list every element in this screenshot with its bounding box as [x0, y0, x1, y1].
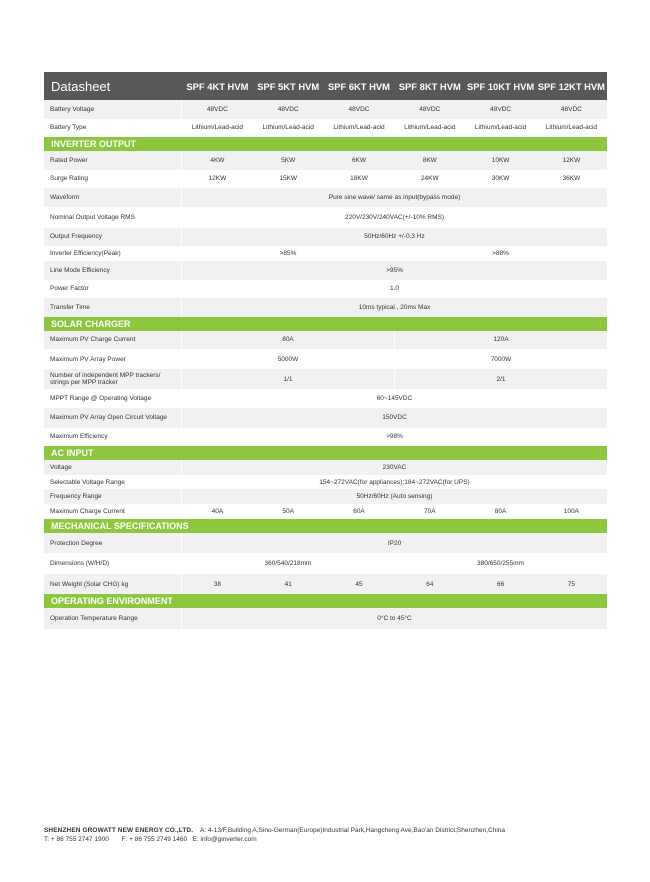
row-label: Surge Rating	[44, 170, 182, 189]
cell: 7000W	[490, 355, 512, 363]
table-row	[44, 389, 607, 408]
table-row	[44, 349, 607, 369]
cell: 100A	[563, 508, 579, 515]
cell: 48VDC	[277, 105, 299, 113]
row-label: Nominal Output Voltage RMS	[44, 207, 182, 228]
cell: 50A	[282, 508, 294, 515]
row-label-line: strings per MPP tracker	[50, 379, 118, 386]
row-label: Maximum Efficiency	[44, 428, 182, 447]
row-label: MPPT Range @ Operating Voltage	[44, 389, 182, 408]
table-row	[44, 207, 607, 228]
table-row	[44, 170, 607, 189]
cell: 5KW	[281, 156, 296, 164]
cell: 50Hz/60Hz (Auto sensing)	[356, 493, 433, 500]
cell: 50Hz/60Hz +/-0.3 Hz	[364, 233, 425, 241]
row-label: Frequency Range	[44, 489, 182, 504]
table-row	[44, 261, 607, 280]
cell: IP20	[387, 539, 402, 547]
cell: 154~272VAC(for appliances);184~272VAC(for UPS)	[319, 478, 470, 486]
table-row	[44, 280, 607, 299]
cell: 48VDC	[490, 105, 512, 113]
row-label: Maximum Charge Current	[44, 504, 182, 519]
table-row	[44, 460, 607, 475]
row-label: Waveform	[44, 188, 182, 207]
cell: >95%	[386, 266, 403, 274]
cell: 30KW	[491, 175, 510, 183]
cell: 8KW	[422, 156, 437, 164]
row-label: Protection Degree	[44, 533, 182, 553]
cell: 24KW	[420, 175, 439, 183]
model-header: SPF 10KT HVM	[466, 80, 535, 92]
table-row	[44, 298, 607, 317]
cell: 2/1	[496, 375, 506, 383]
table-row	[44, 100, 607, 119]
cell: 80A	[494, 508, 507, 515]
cell: 10KW	[491, 156, 510, 164]
cell: 60~145VDC	[376, 394, 413, 402]
row-label: Net Weight (Solar CHG) kg	[44, 574, 182, 594]
section-mechanical: MECHANICAL SPECIFICATIONS	[44, 519, 607, 533]
cell: 36KW	[562, 175, 581, 183]
table-row	[44, 119, 607, 138]
section-inverter-output: INVERTER OUTPUT	[44, 137, 607, 151]
cell: 0°C to 45°C	[377, 615, 412, 622]
cell: 60A	[353, 508, 365, 515]
cell: 1.0	[389, 285, 400, 293]
cell: Lithium/Lead-acid	[404, 124, 456, 132]
cell: 360/540/218mm	[264, 560, 312, 567]
table-header	[44, 72, 607, 100]
footer-line-2	[44, 835, 505, 844]
model-header: SPF 5KT HVM	[257, 80, 320, 92]
table-row	[44, 428, 607, 447]
section-operating-environment: OPERATING ENVIRONMENT	[44, 594, 607, 608]
cell: 6KW	[351, 156, 367, 164]
company-address: A: 4-13/F,Building A,Sino-German(Europe)Industrial Park,Hangcheng Ave,Bao'an District,Shenzhen,China	[200, 827, 506, 834]
table-row	[44, 331, 607, 350]
table-row	[44, 475, 607, 489]
cell: 41	[284, 580, 292, 588]
company-tel: T: + 86 755 2747 1900	[44, 836, 109, 843]
row-label: Maximum PV Charge Current	[44, 331, 182, 350]
cell: 120A	[493, 336, 509, 344]
cell: Lithium/Lead-acid	[262, 124, 314, 132]
datasheet-table	[44, 72, 607, 629]
cell: 64	[426, 580, 434, 588]
cell: 18KW	[350, 175, 368, 183]
company-name: SHENZHEN GROWATT NEW ENERGY CO.,LTD.	[44, 827, 194, 834]
row-label-line: Number of independent MPP trackers/	[50, 372, 161, 379]
company-email: E: info@ginverter.com	[192, 836, 257, 843]
row-label	[44, 369, 182, 389]
cell: 40A	[211, 508, 224, 515]
section-ac-input: AC INPUT	[44, 446, 607, 460]
cell: 45	[355, 580, 363, 588]
cell: 150VDC	[382, 414, 407, 421]
row-label: Selectable Voltage Range	[44, 475, 182, 489]
table-row	[44, 489, 607, 504]
cell: 70A	[424, 508, 436, 515]
row-label: Transfer Time	[44, 298, 182, 317]
row-label: Line Mode Efficiency	[44, 261, 182, 280]
datasheet-title: Datasheet	[51, 78, 111, 94]
cell: Lithium/Lead-acid	[474, 124, 527, 132]
cell: 48VDC	[419, 105, 441, 113]
footer-line-1	[44, 826, 505, 835]
model-header: SPF 4KT HVM	[186, 80, 249, 92]
cell: 75	[567, 580, 575, 588]
cell: 38	[213, 580, 222, 588]
model-header: SPF 8KT HVM	[398, 80, 461, 92]
row-label: Battery Voltage	[44, 100, 182, 119]
table-row	[44, 151, 607, 170]
row-label: Maximum PV Array Power	[44, 349, 182, 369]
table-row	[44, 574, 607, 594]
cell: 66	[496, 580, 505, 588]
cell: 15KW	[279, 175, 298, 183]
row-label: Power Factor	[44, 280, 182, 299]
cell: 48VDC	[206, 105, 228, 113]
cell: Lithium/Lead-acid	[191, 124, 244, 132]
row-label: Dimensions (W/H/D)	[44, 553, 182, 574]
cell: 10ms typical , 20ms Max	[358, 303, 431, 311]
table-row	[44, 504, 607, 519]
cell: Pure sine wave/ same as input(bypass mode)	[328, 193, 461, 201]
footer	[44, 826, 505, 844]
cell: 230VAC	[382, 464, 407, 471]
cell: 5000W	[277, 355, 299, 363]
cell: 80A	[282, 336, 294, 344]
cell: 4KW	[210, 156, 225, 164]
table-row	[44, 553, 607, 574]
cell: >85%	[279, 250, 297, 257]
table-row	[44, 228, 607, 247]
cell: >88%	[492, 250, 509, 257]
company-fax: F: + 86 755 2749 1460	[121, 836, 188, 843]
table-row	[44, 408, 607, 428]
row-label: Battery Type	[44, 119, 182, 138]
cell: >98%	[386, 433, 403, 441]
cell: 220V/230V/240VAC(+/-10% RMS)	[344, 213, 445, 221]
model-header: SPF 12KT HVM	[537, 80, 605, 92]
cell: 1/1	[283, 375, 293, 383]
row-label: Inverter Efficiency(Peak)	[44, 246, 182, 261]
table-row	[44, 246, 607, 261]
cell: 380/650/255mm	[477, 560, 524, 567]
table-row	[44, 188, 607, 207]
cell: 48VDC	[348, 105, 370, 113]
cell: Lithium/Lead-acid	[333, 124, 385, 132]
section-solar-charger: SOLAR CHARGER	[44, 317, 607, 331]
row-label: Operation Temperature Range	[44, 608, 182, 629]
table-row	[44, 533, 607, 553]
table-row	[44, 608, 607, 629]
table-row	[44, 369, 607, 389]
cell: Lithium/Lead-acid	[545, 124, 598, 132]
model-header: SPF 6KT HVM	[327, 80, 390, 92]
row-label: Rated Power	[44, 151, 182, 170]
cell: 12KW	[562, 156, 581, 164]
cell: 12KW	[208, 175, 227, 183]
row-label: Maximum PV Array Open Circuit Voltage	[44, 408, 182, 428]
row-label: Output Frequency	[44, 228, 182, 247]
cell: 48VDC	[560, 105, 582, 113]
row-label: Voltage	[44, 460, 182, 475]
